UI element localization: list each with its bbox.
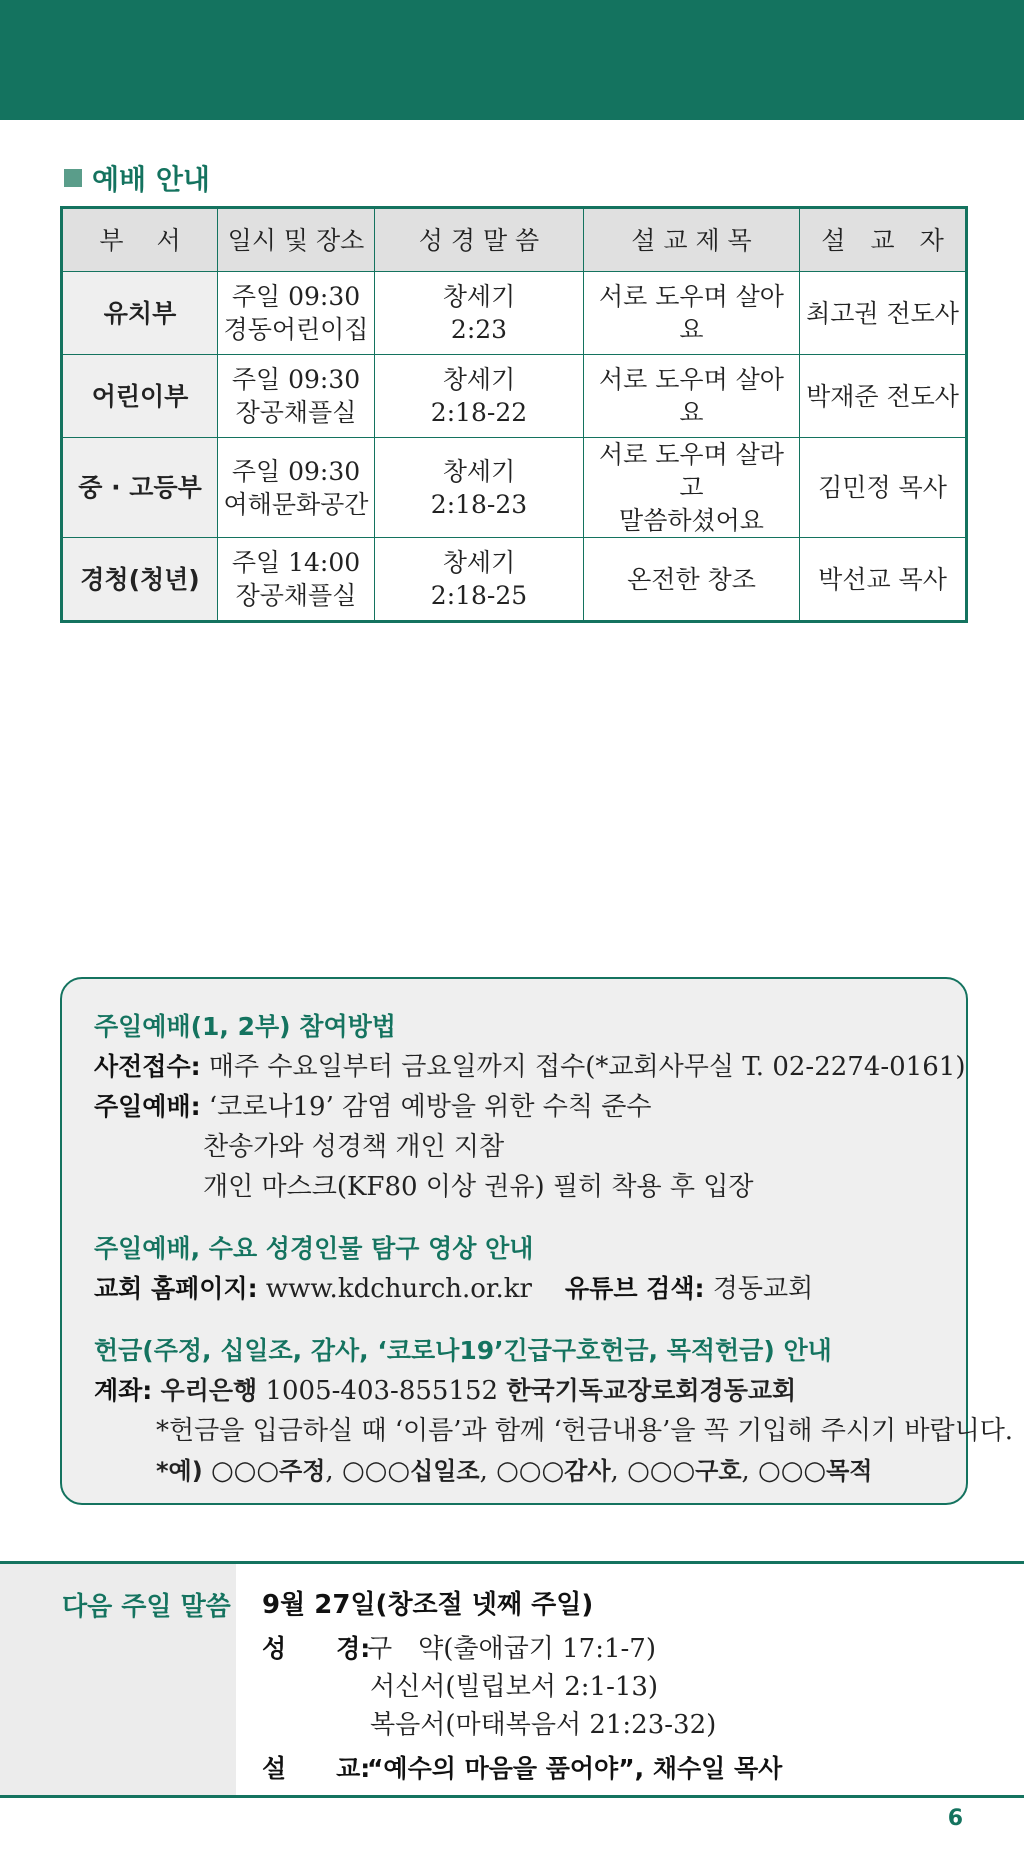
sermon-title-cell (584, 438, 800, 538)
title-line-2: 말씀하셨어요 (619, 506, 764, 535)
example-word: 목적 (826, 1457, 873, 1485)
time-text: 주일 09:30 (231, 365, 361, 394)
verse-text: 2:18-25 (430, 581, 528, 610)
table-row (62, 538, 967, 622)
preacher-cell: 김민정 목사 (800, 438, 967, 538)
example-mark: ○○○ (210, 1456, 280, 1486)
table-row (62, 355, 967, 438)
next-week-label: 다음 주일 말씀 (62, 1592, 231, 1622)
account-bank: 우리은행 (160, 1376, 258, 1405)
sermon-title-cell (584, 355, 800, 438)
dept-cell: 경청(청년) (62, 538, 218, 622)
header-dept: 부 서 (62, 208, 218, 272)
square-bullet-icon (64, 169, 82, 187)
preacher-cell: 박재준 전도사 (800, 355, 967, 438)
section-title (64, 158, 210, 198)
header-preacher: 설 교 자 (800, 208, 967, 272)
worship-rule-line: 개인 마스크(KF80 이상 권유) 필히 착용 후 입장 (203, 1172, 754, 1202)
next-week-details (262, 1586, 1002, 1788)
sermon-line (262, 1750, 1002, 1788)
time-text: 주일 14:00 (231, 548, 361, 577)
verse-text: 2:23 (450, 315, 508, 344)
example-word: 십일조 (410, 1457, 480, 1485)
worship-rule-line: 찬송가와 성경책 개인 지참 (203, 1132, 505, 1162)
time-text: 주일 09:30 (231, 282, 361, 311)
dept-cell: 어린이부 (62, 355, 218, 438)
scripture-line (262, 1630, 1002, 1668)
homepage-label: 교회 홈페이지: (94, 1274, 258, 1303)
book-text: 창세기 (442, 365, 516, 394)
homepage-url[interactable]: www.kdchurch.or.kr (265, 1274, 532, 1304)
account-number: 1005-403-855152 (265, 1376, 499, 1406)
sermon-label: 설 교: (262, 1754, 371, 1783)
registration-label: 사전접수: (94, 1052, 201, 1081)
offering-examples: *예) ○○○주정, ○○○십일조, ○○○감사, ○○○구호, ○○○목적 (156, 1456, 873, 1486)
header-scripture: 성 경 말 씀 (375, 208, 584, 272)
verse-text: 2:18-23 (430, 489, 528, 519)
table-row (62, 272, 967, 355)
title-line-1: 서로 도우며 살아요 (599, 282, 784, 344)
time-place-cell (218, 438, 375, 538)
example-word: 구호 (695, 1457, 742, 1485)
time-place-cell (218, 272, 375, 355)
info-heading-video: 주일예배, 수요 성경인물 탐구 영상 안내 (94, 1234, 534, 1263)
time-place-cell (218, 538, 375, 622)
example-mark: ○○○ (758, 1456, 827, 1486)
scripture-text: 구 약(출애굽기 17:1-7) (367, 1634, 656, 1664)
place-text: 여해문화공간 (223, 489, 369, 519)
sermon-text: “예수의 마음을 품어야”, 채수일 목사 (367, 1754, 783, 1783)
registration-line (94, 1047, 966, 1087)
youtube-label: 유튜브 검색: (565, 1274, 705, 1303)
worship-schedule-table (60, 206, 968, 623)
table-row (62, 438, 967, 538)
worship-label: 주일예배: (94, 1092, 201, 1121)
info-heading-participation: 주일예배(1, 2부) 참여방법 (94, 1012, 396, 1041)
info-heading-offering: 헌금(주정, 십일조, 감사, ‘코로나19’긴급구호헌금, 목적헌금) 안내 (94, 1336, 832, 1365)
scripture-cell (375, 538, 584, 622)
account-line (94, 1371, 936, 1411)
verse-text: 2:18-22 (430, 398, 528, 427)
worship-rule-text: ‘코로나19’ 감염 예방을 위한 수칙 준수 (208, 1092, 652, 1122)
scripture-label: 성 경: (262, 1634, 371, 1663)
table-header-row (62, 208, 967, 272)
next-week-date: 9월 27일(창조절 넷째 주일) (262, 1590, 594, 1620)
header-sermon-title: 설 교 제 목 (584, 208, 800, 272)
page-number: 6 (947, 1806, 963, 1831)
header-time-place: 일시 및 장소 (218, 208, 375, 272)
example-word: 주정 (279, 1457, 326, 1485)
worship-rule-line (94, 1087, 936, 1127)
registration-text: 매주 수요일부터 금요일까지 접수(*교회사무실 T. 02-2274-0161) (208, 1052, 966, 1082)
scripture-cell (375, 438, 584, 538)
section-title-text: 예배 안내 (92, 163, 210, 196)
book-text: 창세기 (442, 282, 516, 311)
preacher-cell: 박선교 목사 (800, 538, 967, 622)
place-text: 경동어린이집 (223, 315, 369, 344)
account-holder: 한국기독교장로회경동교회 (506, 1376, 797, 1405)
example-mark: ○○○ (341, 1456, 411, 1486)
account-label: 계좌: (94, 1376, 153, 1405)
next-week-label-panel (0, 1564, 236, 1795)
youtube-text: 경동교회 (712, 1274, 814, 1304)
sermon-title-cell (584, 272, 800, 355)
scripture-line: 서신서(빌립보서 2:1-13) (370, 1672, 659, 1702)
title-line-1: 서로 도우며 살라고 (599, 440, 784, 502)
title-line-1: 온전한 창조 (627, 564, 756, 594)
scripture-line: 복음서(마태복음서 21:23-32) (370, 1710, 717, 1740)
scripture-cell (375, 272, 584, 355)
sermon-title-cell (584, 538, 800, 622)
example-mark: ○○○ (627, 1456, 696, 1486)
offering-note: *헌금을 입금하실 때 ‘이름’과 함께 ‘헌금내용’을 꼭 기입해 주시기 바랍니다. (156, 1416, 1014, 1446)
book-text: 창세기 (442, 548, 516, 577)
time-place-cell (218, 355, 375, 438)
time-text: 주일 09:30 (231, 456, 361, 486)
next-week-section (0, 1561, 1024, 1798)
book-text: 창세기 (442, 456, 516, 486)
scripture-cell (375, 355, 584, 438)
worship-info-box (60, 977, 1014, 1505)
title-line-1: 서로 도우며 살아요 (599, 365, 784, 427)
example-prefix: *예) (156, 1457, 203, 1485)
header-band (0, 0, 1024, 120)
place-text: 장공채플실 (235, 398, 357, 427)
preacher-cell: 최고권 전도사 (800, 272, 967, 355)
example-mark: ○○○ (496, 1456, 565, 1486)
dept-cell: 중 · 고등부 (62, 438, 218, 538)
dept-cell: 유치부 (62, 272, 218, 355)
place-text: 장공채플실 (235, 581, 357, 610)
example-word: 감사 (564, 1457, 611, 1485)
homepage-line (94, 1269, 936, 1309)
